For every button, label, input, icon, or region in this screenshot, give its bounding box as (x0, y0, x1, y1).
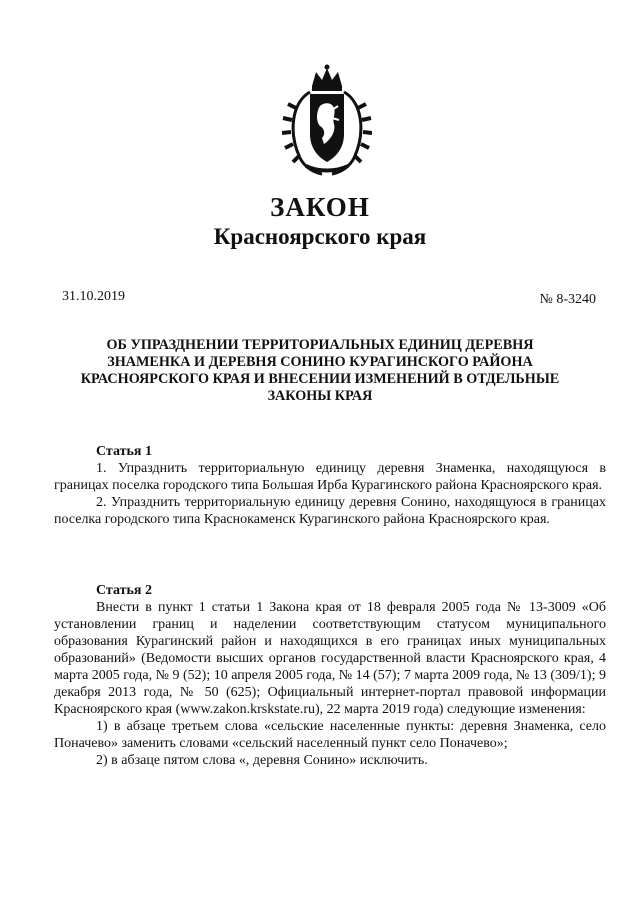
article-2 (54, 582, 606, 769)
law-number: № 8-3240 (539, 292, 596, 307)
article-title: Статья 2 (96, 583, 152, 598)
law-title: ЗАКОН (270, 192, 370, 222)
law-heading: ОБ УПРАЗДНЕНИИ ТЕРРИТОРИАЛЬНЫХ ЕДИНИЦ ДЕРЕВНЯ ЗНАМЕНКА И ДЕРЕВНЯ СОНИНО КУРАГИНСКОГО РАЙОНА КРАСНОЯРСКОГО КРАЯ И ВНЕСЕНИИ ИЗМЕНЕНИЙ В ОТДЕЛЬНЫЕ ЗАКОНЫ КРАЯ (80, 337, 560, 404)
article-paragraph: Внести в пункт 1 статьи 1 Закона края от 18 февраля 2005 года № 13-3009 «Об установлении границ и наделении соответствующим статусом муниципального образования Курагинский район и находящихся в его границах иных муниципальных образований» (Ведомости высших органов государственной власти Красноярского края, 4 марта 2005 года, № 9 (52); 10 апреля 2005 года, № 14 (57); 7 марта 2009 года, № 13 (309/1); 9 декабря 2013 года, № 50 (625); Официальный интернет-портал правовой информации Красноярского края (www.zakon.krskstate.ru), 22 марта 2019 года) следующие изменения: (54, 600, 606, 717)
article-1 (54, 443, 606, 528)
coat-of-arms-emblem (282, 62, 372, 180)
law-subtitle: Красноярского края (213, 224, 427, 249)
article-title: Статья 1 (96, 444, 152, 459)
law-date: 31.10.2019 (62, 289, 125, 304)
article-paragraph: 2) в абзаце пятом слова «, деревня Сонино» исключить. (96, 753, 428, 768)
article-paragraph: 1. Упразднить территориальную единицу деревня Знаменка, находящуюся в границах поселка городского типа Большая Ирба Курагинского района Красноярского края. (54, 461, 606, 493)
article-paragraph: 2. Упразднить территориальную единицу деревня Сонино, находящуюся в границах поселка городского типа Краснокаменск Курагинского района Красноярского края. (54, 495, 606, 527)
article-paragraph: 1) в абзаце третьем слова «сельские населенные пункты: деревня Знаменка, село Поначево» заменить словами «сельский населенный пункт село Поначево»; (54, 719, 606, 751)
